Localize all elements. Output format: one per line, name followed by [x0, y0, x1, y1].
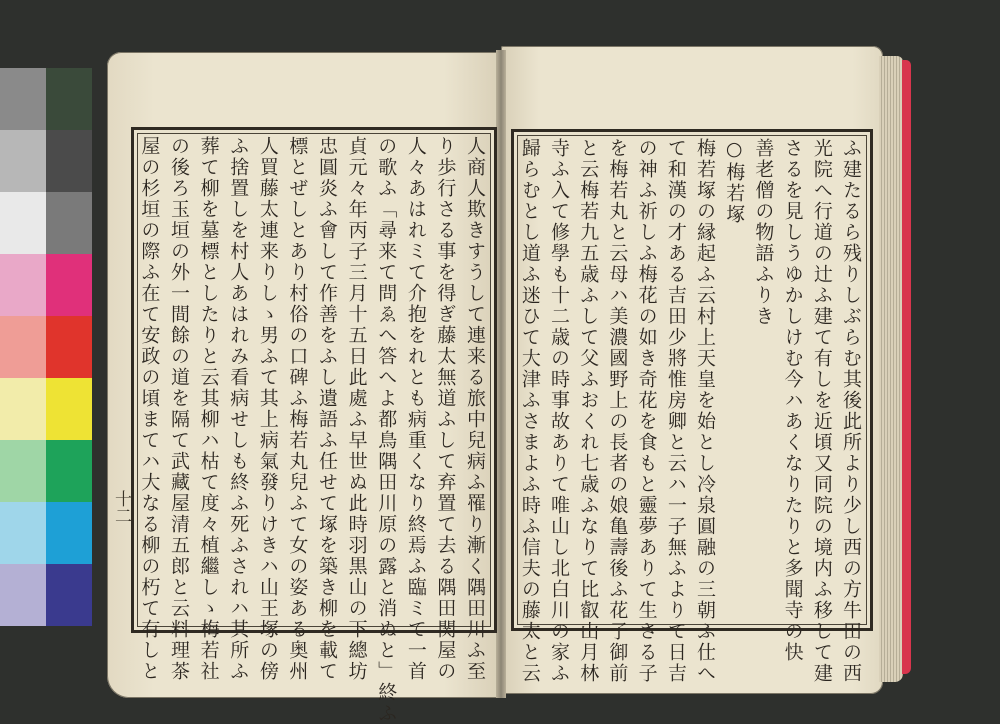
- text-column: の歌ふ「尋来て問ゑへ答へよ都鳥隅田川原の露と消ぬと」終ふ: [375, 136, 398, 724]
- page-edges: [879, 56, 903, 682]
- color-swatch: [0, 254, 46, 316]
- color-swatch: [0, 502, 46, 564]
- color-swatch: [0, 68, 46, 130]
- text-column: 光院へ行道の辻ふ建て有しを近頃又同院の境内ふ移して建: [810, 138, 833, 684]
- page-number: 十二: [111, 490, 131, 524]
- color-swatch: [46, 68, 92, 130]
- color-swatch: [46, 440, 92, 502]
- color-swatch: [46, 378, 92, 440]
- text-column: ふ捨置しを村人あはれみ看病せしも終ふ死ふされハ其所ふ: [227, 136, 250, 682]
- text-column: ふ建たるら残りしぶらむ其後此所より少し西の方牛田の西: [840, 138, 862, 684]
- text-column: ○梅若塚: [723, 138, 746, 225]
- text-column: 葬て柳を墓標としたりと云其柳ハ枯て度々植繼しゝ梅若社: [197, 136, 220, 682]
- right-text-frame: [512, 130, 872, 684]
- color-swatch: [46, 316, 92, 378]
- color-swatch: [46, 564, 92, 626]
- text-column: さるを見しうゆかしけむ今ハあくなりたりと多聞寺の快: [781, 138, 804, 663]
- text-column: 善老僧の物語ふりき: [752, 138, 775, 327]
- color-swatch: [0, 564, 46, 626]
- color-swatch: [46, 130, 92, 192]
- text-column: の神ふ祈しふ梅花の如き奇花を食もと靈夢ありて生さる子: [635, 138, 658, 684]
- text-column: 貞元々年丙子三月十五日此處ふ早世ぬ此時羽黒山の下總坊: [345, 136, 368, 682]
- text-column: 忠圓炎ふ會して作善をふし遺語ふ任せて塚を築き柳を載て: [316, 136, 338, 682]
- text-column: 標とぜしとあり村俗の口碑ふ梅若丸兒ふて女の姿ある奥州: [286, 136, 309, 682]
- book-gutter: [496, 50, 506, 698]
- red-cover-edge: [902, 60, 911, 674]
- text-column: 屋の杉垣の際ふ在て安政の頃まてハ大なる柳の朽て有しと: [138, 136, 161, 682]
- color-swatch: [46, 192, 92, 254]
- color-swatch: [0, 316, 46, 378]
- color-swatch: [0, 192, 46, 254]
- color-swatch: [46, 254, 92, 316]
- text-column: 歸らむとし道ふ迷ひて大津ふさまよふ時ふ信夫の藤太と云: [518, 138, 541, 684]
- text-column: の後ろ玉垣の外一間餘の道を隔て武藏屋清五郎と云料理茶: [168, 136, 190, 682]
- color-swatch: [0, 440, 46, 502]
- text-column: り歩行さる事を得ぎ藤太無道ふして弃置て去る隅田関屋の: [434, 136, 457, 682]
- color-swatch: [46, 502, 92, 564]
- left-text-frame: [132, 128, 496, 724]
- text-column: 人商人欺きすうして連来る旅中兒病ふ罹り漸く隅田川ふ至: [464, 136, 486, 682]
- text-column: て和漢の才ある吉田少將惟房卿と云ハ一子無ふよりて日吉: [664, 138, 687, 684]
- text-column: 梅若塚の縁起ふ云村上天皇を始とし冷泉圓融の三朝ふ仕へ: [694, 138, 716, 684]
- color-swatch: [0, 130, 46, 192]
- text-column: を梅若丸と云母ハ美濃國野上の長者の娘亀壽後ふ花子御前: [606, 138, 629, 684]
- text-column: と云梅若九五歳ふして父ふおくれ七歳ふなりて比叡山月林: [577, 138, 600, 684]
- text-column: 寺ふ入て修學も十二歳の時事故ありて唯山し北白川の家ふ: [548, 138, 570, 684]
- color-swatch: [0, 378, 46, 440]
- color-calibration-strip: [0, 68, 92, 634]
- text-column: 人々あはれミて介抱をれとも病重くなり終焉ふ臨ミて一首: [404, 136, 427, 682]
- text-column: 人買藤太連来りしゝ男ふて其上病氣發りけきハ山王塚の傍: [256, 136, 279, 682]
